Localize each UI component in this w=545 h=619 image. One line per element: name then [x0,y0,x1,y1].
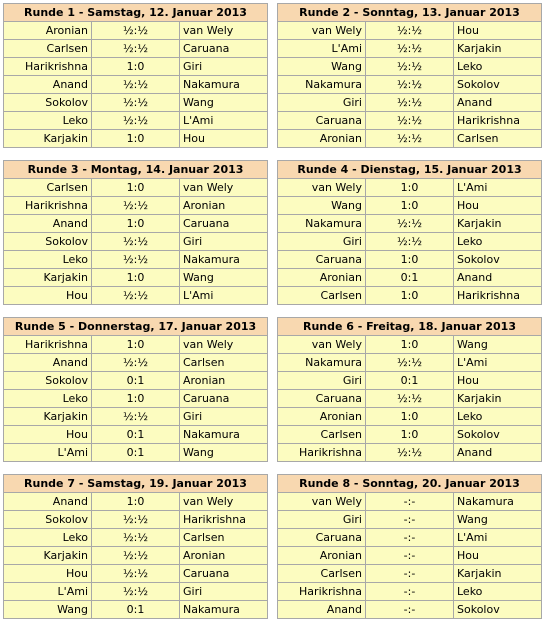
white-player: Hou [4,426,92,444]
game-row [4,372,268,390]
game-row [278,130,542,148]
game-row [4,336,268,354]
white-player: Aronian [278,547,366,565]
game-row [4,197,268,215]
black-player: Leko [454,583,542,601]
black-player: Karjakin [454,390,542,408]
game-row [278,197,542,215]
game-row [4,287,268,305]
black-player: Hou [454,372,542,390]
game-result: ½:½ [92,233,180,251]
black-player: Aronian [180,197,268,215]
game-row [4,130,268,148]
game-result: 1:0 [366,179,454,197]
black-player: Caruana [180,390,268,408]
white-player: Hou [4,287,92,305]
white-player: Karjakin [4,547,92,565]
game-row [4,547,268,565]
black-player: Carlsen [454,130,542,148]
game-row [278,565,542,583]
white-player: Giri [278,94,366,112]
white-player: Harikrishna [278,583,366,601]
black-player: Hou [454,22,542,40]
black-player: Nakamura [454,493,542,511]
game-result: 1:0 [92,215,180,233]
black-player: Sokolov [454,426,542,444]
round-3-table [3,160,268,305]
white-player: Wang [278,58,366,76]
black-player: Harikrishna [454,112,542,130]
black-player: van Wely [180,493,268,511]
game-row [278,94,542,112]
game-row [4,354,268,372]
black-player: Hou [454,547,542,565]
black-player: Leko [454,408,542,426]
game-row [278,601,542,619]
game-result: ½:½ [366,76,454,94]
game-result: ½:½ [366,112,454,130]
game-result: 1:0 [92,179,180,197]
white-player: Leko [4,529,92,547]
game-row [4,112,268,130]
game-result: ½:½ [366,444,454,462]
white-player: Wang [4,601,92,619]
round-title: Runde 2 - Sonntag, 13. Januar 2013 [278,4,542,22]
game-result: 1:0 [92,130,180,148]
game-row [278,408,542,426]
black-player: Sokolov [454,251,542,269]
white-player: Anand [4,354,92,372]
game-result: -:- [366,583,454,601]
white-player: Anand [4,76,92,94]
game-row [278,511,542,529]
game-result: ½:½ [366,390,454,408]
game-result: ½:½ [366,233,454,251]
round-7-table [3,474,268,619]
game-row [4,76,268,94]
round-title: Runde 7 - Samstag, 19. Januar 2013 [4,475,268,493]
black-player: Leko [454,58,542,76]
game-row [4,408,268,426]
white-player: Anand [4,215,92,233]
game-row [278,179,542,197]
game-result: 1:0 [366,426,454,444]
game-row [278,251,542,269]
game-row [4,269,268,287]
game-result: 1:0 [92,336,180,354]
white-player: Nakamura [278,215,366,233]
game-result: 0:1 [92,372,180,390]
game-row [4,493,268,511]
white-player: Leko [4,390,92,408]
round-title: Runde 8 - Sonntag, 20. Januar 2013 [278,475,542,493]
black-player: Giri [180,58,268,76]
black-player: Anand [454,444,542,462]
game-row [278,336,542,354]
white-player: Caruana [278,112,366,130]
white-player: Sokolov [4,94,92,112]
white-player: Leko [4,112,92,130]
white-player: Carlsen [4,40,92,58]
white-player: Leko [4,251,92,269]
black-player: Hou [454,197,542,215]
white-player: Aronian [4,22,92,40]
game-result: ½:½ [92,40,180,58]
white-player: Harikrishna [4,58,92,76]
white-player: Nakamura [278,76,366,94]
black-player: L'Ami [454,354,542,372]
white-player: Caruana [278,529,366,547]
game-result: ½:½ [92,583,180,601]
game-result: 0:1 [92,601,180,619]
game-row [278,215,542,233]
game-result: 1:0 [92,390,180,408]
white-player: Sokolov [4,372,92,390]
game-row [278,40,542,58]
black-player: van Wely [180,336,268,354]
game-row [278,58,542,76]
black-player: Nakamura [180,601,268,619]
game-result: -:- [366,547,454,565]
game-row [278,547,542,565]
game-result: ½:½ [92,94,180,112]
game-row [278,22,542,40]
round-4-table [277,160,542,305]
game-result: -:- [366,601,454,619]
game-result: ½:½ [366,215,454,233]
black-player: L'Ami [454,179,542,197]
black-player: L'Ami [180,287,268,305]
black-player: van Wely [180,22,268,40]
round-8-table [277,474,542,619]
game-result: 0:1 [92,444,180,462]
game-result: ½:½ [366,40,454,58]
game-row [4,94,268,112]
white-player: Aronian [278,269,366,287]
white-player: L'Ami [4,583,92,601]
game-row [4,390,268,408]
black-player: Nakamura [180,76,268,94]
round-title: Runde 4 - Dienstag, 15. Januar 2013 [278,161,542,179]
game-result: 0:1 [92,426,180,444]
round-5-table [3,317,268,462]
game-result: 1:0 [92,58,180,76]
black-player: Sokolov [454,601,542,619]
game-row [4,601,268,619]
game-row [278,354,542,372]
game-row [278,529,542,547]
game-result: ½:½ [92,22,180,40]
black-player: Hou [180,130,268,148]
white-player: L'Ami [278,40,366,58]
white-player: Sokolov [4,511,92,529]
black-player: Karjakin [454,40,542,58]
game-row [4,583,268,601]
game-row [278,233,542,251]
game-row [278,390,542,408]
black-player: Giri [180,408,268,426]
black-player: Karjakin [454,215,542,233]
game-row [4,529,268,547]
round-title: Runde 3 - Montag, 14. Januar 2013 [4,161,268,179]
game-row [4,444,268,462]
game-result: 1:0 [366,287,454,305]
game-row [278,269,542,287]
white-player: Carlsen [278,565,366,583]
round-title: Runde 5 - Donnerstag, 17. Januar 2013 [4,318,268,336]
white-player: Giri [278,511,366,529]
game-row [4,233,268,251]
game-result: ½:½ [92,197,180,215]
white-player: Aronian [278,408,366,426]
game-result: ½:½ [366,22,454,40]
black-player: Carlsen [180,354,268,372]
black-player: Carlsen [180,529,268,547]
game-row [278,583,542,601]
white-player: L'Ami [4,444,92,462]
game-row [4,565,268,583]
black-player: Nakamura [180,426,268,444]
black-player: Aronian [180,372,268,390]
game-row [4,40,268,58]
black-player: Wang [180,269,268,287]
game-result: ½:½ [92,112,180,130]
game-result: 1:0 [366,197,454,215]
black-player: Karjakin [454,565,542,583]
white-player: van Wely [278,22,366,40]
black-player: Wang [454,336,542,354]
game-result: 0:1 [366,372,454,390]
game-result: -:- [366,493,454,511]
game-result: -:- [366,565,454,583]
black-player: Giri [180,583,268,601]
game-result: -:- [366,511,454,529]
game-result: ½:½ [366,58,454,76]
black-player: Giri [180,233,268,251]
white-player: Sokolov [4,233,92,251]
game-row [278,76,542,94]
game-result: ½:½ [92,251,180,269]
game-row [4,251,268,269]
game-row [278,444,542,462]
white-player: Carlsen [278,426,366,444]
white-player: Wang [278,197,366,215]
white-player: Karjakin [4,408,92,426]
white-player: van Wely [278,336,366,354]
game-result: ½:½ [92,408,180,426]
black-player: Wang [454,511,542,529]
game-result: ½:½ [366,130,454,148]
black-player: Wang [180,444,268,462]
game-result: ½:½ [92,76,180,94]
game-result: 1:0 [92,493,180,511]
round-title: Runde 1 - Samstag, 12. Januar 2013 [4,4,268,22]
game-row [4,215,268,233]
black-player: Aronian [180,547,268,565]
game-result: ½:½ [92,354,180,372]
game-row [278,426,542,444]
white-player: Hou [4,565,92,583]
game-result: 1:0 [366,408,454,426]
game-row [278,493,542,511]
black-player: Leko [454,233,542,251]
game-row [4,511,268,529]
white-player: Carlsen [4,179,92,197]
black-player: L'Ami [454,529,542,547]
black-player: Caruana [180,215,268,233]
white-player: Harikrishna [4,197,92,215]
game-result: 1:0 [366,336,454,354]
black-player: Wang [180,94,268,112]
white-player: Caruana [278,390,366,408]
round-6-table [277,317,542,462]
game-result: 1:0 [366,251,454,269]
black-player: Caruana [180,40,268,58]
game-row [4,426,268,444]
white-player: Karjakin [4,130,92,148]
game-row [4,58,268,76]
black-player: Caruana [180,565,268,583]
black-player: Anand [454,269,542,287]
game-result: 0:1 [366,269,454,287]
game-result: ½:½ [92,511,180,529]
game-result: ½:½ [366,94,454,112]
black-player: Sokolov [454,76,542,94]
round-2-table [277,3,542,148]
white-player: Karjakin [4,269,92,287]
white-player: Harikrishna [4,336,92,354]
white-player: Nakamura [278,354,366,372]
white-player: Anand [4,493,92,511]
game-row [278,112,542,130]
game-row [4,22,268,40]
round-1-table [3,3,268,148]
white-player: Carlsen [278,287,366,305]
black-player: L'Ami [180,112,268,130]
game-result: -:- [366,529,454,547]
game-result: ½:½ [366,354,454,372]
white-player: Aronian [278,130,366,148]
white-player: Giri [278,372,366,390]
game-result: ½:½ [92,287,180,305]
round-title: Runde 6 - Freitag, 18. Januar 2013 [278,318,542,336]
game-result: ½:½ [92,565,180,583]
black-player: Nakamura [180,251,268,269]
black-player: Harikrishna [180,511,268,529]
game-row [278,287,542,305]
black-player: van Wely [180,179,268,197]
white-player: Caruana [278,251,366,269]
game-result: 1:0 [92,269,180,287]
white-player: van Wely [278,179,366,197]
game-row [278,372,542,390]
game-result: ½:½ [92,529,180,547]
game-result: ½:½ [92,547,180,565]
black-player: Anand [454,94,542,112]
white-player: van Wely [278,493,366,511]
white-player: Harikrishna [278,444,366,462]
white-player: Giri [278,233,366,251]
white-player: Anand [278,601,366,619]
game-row [4,179,268,197]
black-player: Harikrishna [454,287,542,305]
